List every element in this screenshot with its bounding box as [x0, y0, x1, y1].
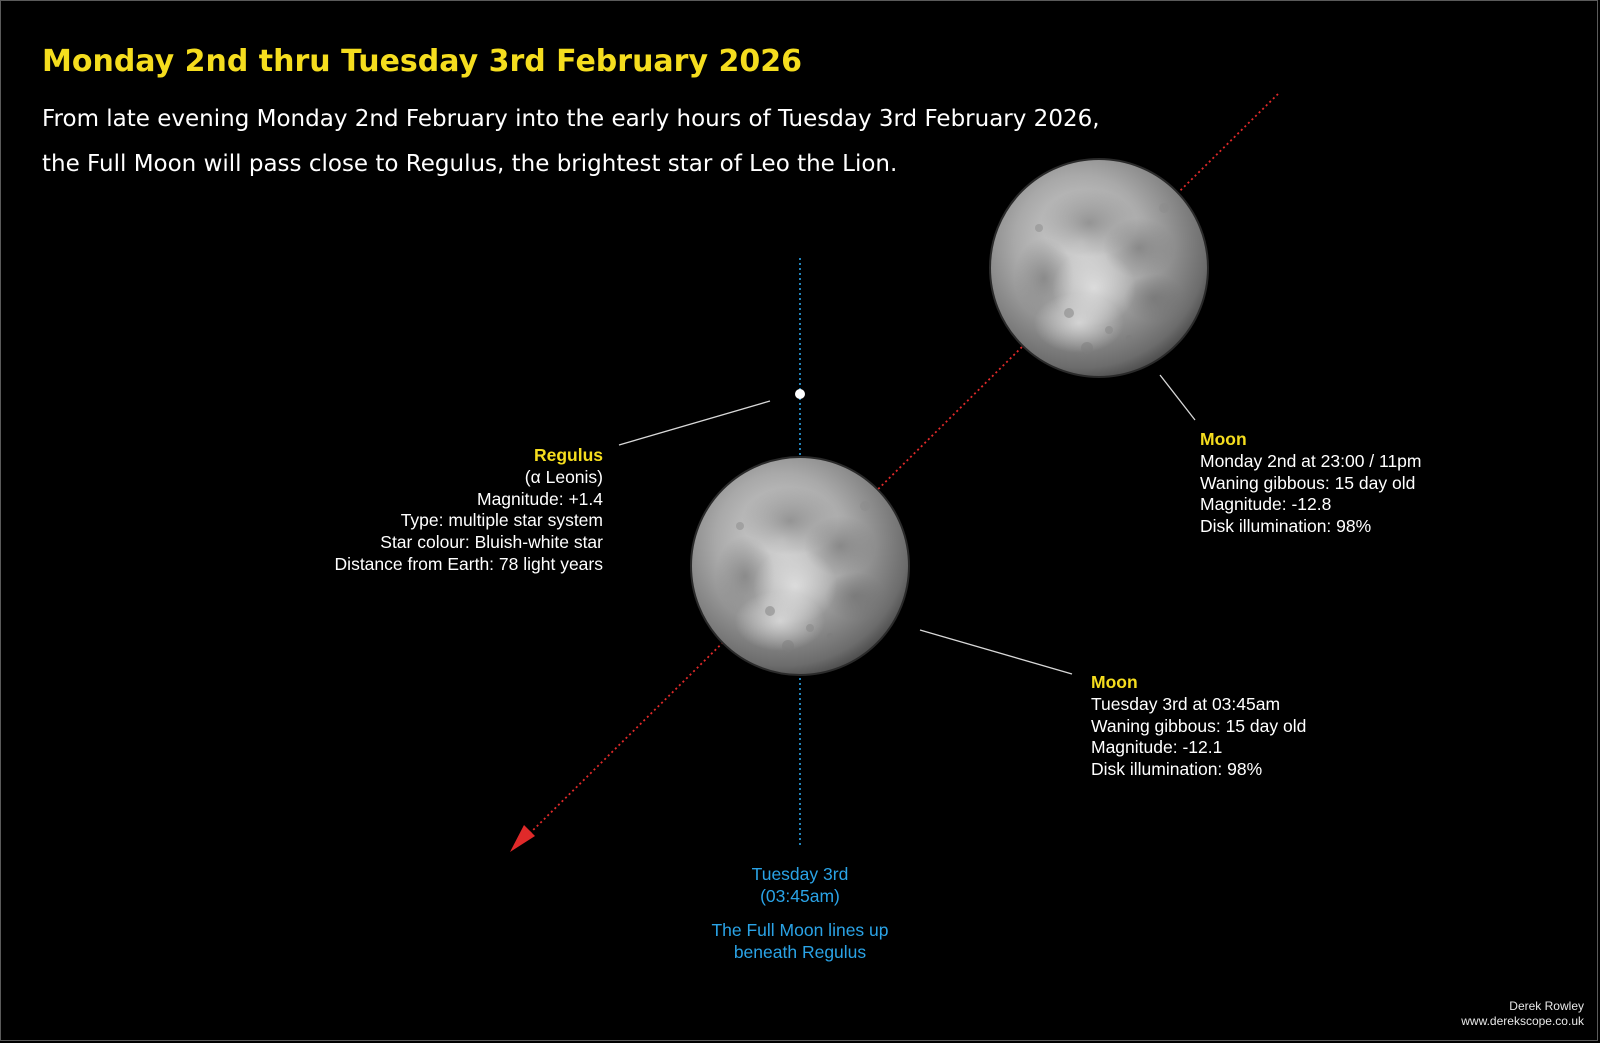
moon-monday-icon [990, 159, 1208, 377]
time-marker-label [680, 863, 920, 907]
moon-monday-leader-line [1160, 375, 1195, 420]
regulus-designation: (α Leonis) [524, 466, 603, 487]
time-marker-time: (03:45am) [760, 886, 840, 906]
moon-monday-phase: Waning gibbous: 15 day old [1200, 472, 1416, 493]
regulus-name: Regulus [533, 445, 603, 465]
moon-tuesday-magnitude: Magnitude: -12.1 [1091, 737, 1223, 758]
credit-author: Derek Rowley [1509, 999, 1584, 1013]
moon-tuesday-icon [691, 457, 909, 675]
moon-tuesday-phase: Waning gibbous: 15 day old [1091, 715, 1307, 736]
regulus-magnitude: Magnitude: +1.4 [477, 488, 603, 509]
moon-monday-time: Monday 2nd at 23:00 / 11pm [1200, 450, 1422, 471]
moon-monday-magnitude: Magnitude: -12.8 [1200, 494, 1332, 515]
star-dot-icon [795, 389, 805, 399]
moon-tuesday-time: Tuesday 3rd at 03:45am [1091, 693, 1281, 714]
page-title: Monday 2nd thru Tuesday 3rd February 2026 [42, 44, 802, 79]
moon-tuesday-info [1091, 672, 1306, 781]
moon-tuesday-leader-line [920, 630, 1072, 674]
time-marker-note [680, 919, 920, 963]
intro-line-1: From late evening Monday 2nd February into the early hours of Tuesday 3rd February 2026, [42, 106, 1100, 132]
regulus-info [335, 445, 603, 576]
time-marker-day: Tuesday 3rd [751, 864, 849, 884]
regulus-type: Type: multiple star system [400, 510, 603, 531]
credit [1461, 999, 1584, 1029]
moon-monday-label: Moon [1200, 429, 1247, 449]
moon-tuesday-label: Moon [1091, 672, 1138, 692]
red-arrowhead-icon [510, 825, 535, 852]
moon-monday-info [1200, 429, 1422, 538]
moon-monday-illumination: Disk illumination: 98% [1200, 516, 1372, 537]
moon-tuesday-illumination: Disk illumination: 98% [1091, 759, 1263, 780]
regulus-leader-line [619, 401, 770, 445]
regulus-colour: Star colour: Bluish-white star [380, 532, 603, 553]
credit-url: www.derekscope.co.uk [1461, 1014, 1584, 1028]
intro-line-2: the Full Moon will pass close to Regulus, the brightest star of Leo the Lion. [42, 151, 898, 177]
regulus-distance: Distance from Earth: 78 light years [334, 553, 603, 574]
time-marker-note-line-1: The Full Moon lines up [711, 920, 889, 940]
time-marker-note-line-2: beneath Regulus [733, 942, 867, 962]
